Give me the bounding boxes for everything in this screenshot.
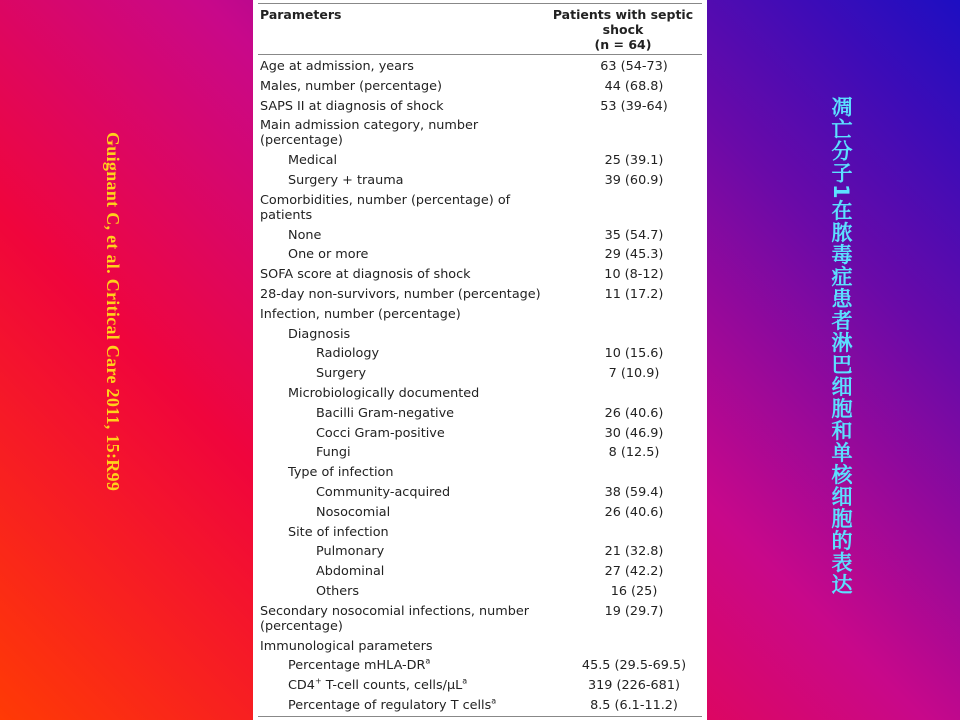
- row-label: [258, 658, 548, 673]
- row-value: 319 (226-681): [588, 678, 680, 694]
- table-row: [258, 582, 702, 602]
- table-row: [258, 344, 702, 364]
- row-label: Males, number (percentage): [260, 78, 442, 94]
- row-value: 19 (29.7): [604, 603, 664, 619]
- row-label: [258, 678, 548, 693]
- row-label: 28-day non-survivors, number (percentage): [260, 286, 541, 302]
- row-label: One or more: [288, 247, 369, 263]
- table-row: [258, 443, 702, 463]
- table-row: [258, 364, 702, 384]
- header-patients-n: (n = 64): [594, 37, 652, 52]
- table-bottom-rule: [258, 716, 702, 717]
- row-value: 35 (54.7): [604, 227, 664, 243]
- row-value: 7 (10.9): [608, 366, 660, 382]
- row-value: [548, 639, 702, 654]
- table-row: [258, 602, 702, 637]
- citation-text: Guignant C, et al. Critical Care 2011, 15:R99: [103, 132, 123, 492]
- row-value: [548, 193, 702, 223]
- table-row: [258, 637, 702, 657]
- row-label: Diagnosis: [288, 326, 351, 342]
- row-label: Abdominal: [316, 564, 385, 580]
- row-label: Infection, number (percentage): [260, 306, 461, 322]
- footnote-marker: a: [462, 676, 468, 686]
- table-row: [258, 384, 702, 404]
- row-value: 63 (54-73): [600, 59, 668, 74]
- table-row: [258, 656, 702, 676]
- superscript-plus: +: [314, 676, 322, 686]
- table-row: [258, 116, 702, 151]
- table-row: [258, 404, 702, 424]
- header-patients: [548, 7, 698, 52]
- table-row: [258, 191, 702, 226]
- table-row: [258, 676, 702, 696]
- row-label: Comorbidities, number (percentage) of patients: [260, 192, 511, 223]
- table-row: [258, 57, 702, 77]
- row-value: 16 (25): [610, 583, 658, 599]
- table-row: [258, 171, 702, 191]
- header-patients-line1: Patients with septic: [552, 7, 694, 22]
- row-value: [548, 307, 702, 322]
- row-value: 8 (12.5): [608, 445, 660, 461]
- table-row: [258, 285, 702, 305]
- table-row: [258, 463, 702, 483]
- table-row: [258, 696, 702, 716]
- row-value: 30 (46.9): [604, 425, 664, 441]
- table-row: [258, 542, 702, 562]
- row-value: 26 (40.6): [604, 405, 664, 421]
- row-value: 29 (45.3): [604, 247, 664, 263]
- header-parameters: Parameters: [260, 7, 342, 22]
- table-row: [258, 424, 702, 444]
- table-row: [258, 523, 702, 543]
- row-label: Immunological parameters: [260, 638, 433, 654]
- table-row: [258, 562, 702, 582]
- row-label-prefix: CD4: [288, 678, 315, 694]
- footnote-marker: a: [491, 696, 497, 706]
- row-value: [548, 525, 702, 540]
- table-header: [258, 3, 702, 55]
- row-value: [548, 465, 702, 480]
- row-label: Fungi: [316, 445, 351, 461]
- table-row: [258, 503, 702, 523]
- row-label: Age at admission, years: [260, 59, 414, 74]
- row-value: 45.5 (29.5-69.5): [581, 658, 687, 674]
- row-label: SAPS II at diagnosis of shock: [260, 98, 444, 114]
- row-value: [548, 327, 702, 342]
- row-value: 11 (17.2): [604, 286, 664, 302]
- row-label: Community-acquired: [316, 484, 451, 500]
- row-value: 53 (39-64): [600, 98, 668, 114]
- table-row: [258, 226, 702, 246]
- footnote-marker: a: [425, 657, 431, 667]
- row-label: Nosocomial: [316, 504, 391, 520]
- row-value: 39 (60.9): [604, 172, 664, 188]
- row-label: Surgery: [316, 366, 367, 382]
- row-label: Surgery + trauma: [288, 172, 404, 188]
- row-label: Main admission category, number (percentage): [260, 118, 479, 149]
- table-row: [258, 245, 702, 265]
- row-label: Site of infection: [288, 524, 389, 540]
- row-label: Radiology: [316, 346, 380, 362]
- table-panel: [253, 0, 707, 720]
- table-row: [258, 483, 702, 503]
- table-row: [258, 151, 702, 171]
- row-label-text: Percentage of regulatory T cells: [288, 697, 492, 713]
- row-label: Others: [316, 583, 360, 599]
- row-label: Secondary nosocomial infections, number (percentage): [260, 603, 529, 634]
- slide-caption: 凋亡分子1在脓毒症患者淋巴细胞和单核细胞的表达: [829, 96, 853, 596]
- row-label-text: T-cell counts, cells/μL: [321, 678, 463, 694]
- row-label-text: Percentage mHLA-DR: [288, 658, 426, 674]
- row-value: 38 (59.4): [604, 484, 664, 500]
- row-label: Microbiologically documented: [288, 385, 480, 401]
- row-value: 25 (39.1): [604, 153, 664, 169]
- row-value: 44 (68.8): [604, 78, 664, 94]
- row-label: SOFA score at diagnosis of shock: [260, 267, 471, 283]
- table-row: [258, 97, 702, 117]
- row-value: 21 (32.8): [604, 544, 664, 560]
- row-label: Type of infection: [288, 465, 394, 481]
- row-label: None: [288, 227, 322, 243]
- row-label: Cocci Gram-positive: [316, 425, 445, 441]
- row-value: [548, 386, 702, 401]
- row-label: Pulmonary: [316, 544, 385, 560]
- row-label: Bacilli Gram-negative: [316, 405, 455, 421]
- row-value: 26 (40.6): [604, 504, 664, 520]
- row-label: Medical: [288, 153, 338, 169]
- table-row: [258, 77, 702, 97]
- row-value: 10 (15.6): [604, 346, 664, 362]
- table-body: [258, 57, 702, 716]
- row-value: 27 (42.2): [604, 564, 664, 580]
- table-row: [258, 305, 702, 325]
- row-label: [258, 698, 548, 713]
- table-row: [258, 265, 702, 285]
- row-value: 10 (8-12): [604, 267, 664, 283]
- row-value: [548, 118, 702, 148]
- row-value: 8.5 (6.1-11.2): [590, 697, 678, 713]
- header-patients-line2: shock: [602, 22, 644, 37]
- table-row: [258, 325, 702, 345]
